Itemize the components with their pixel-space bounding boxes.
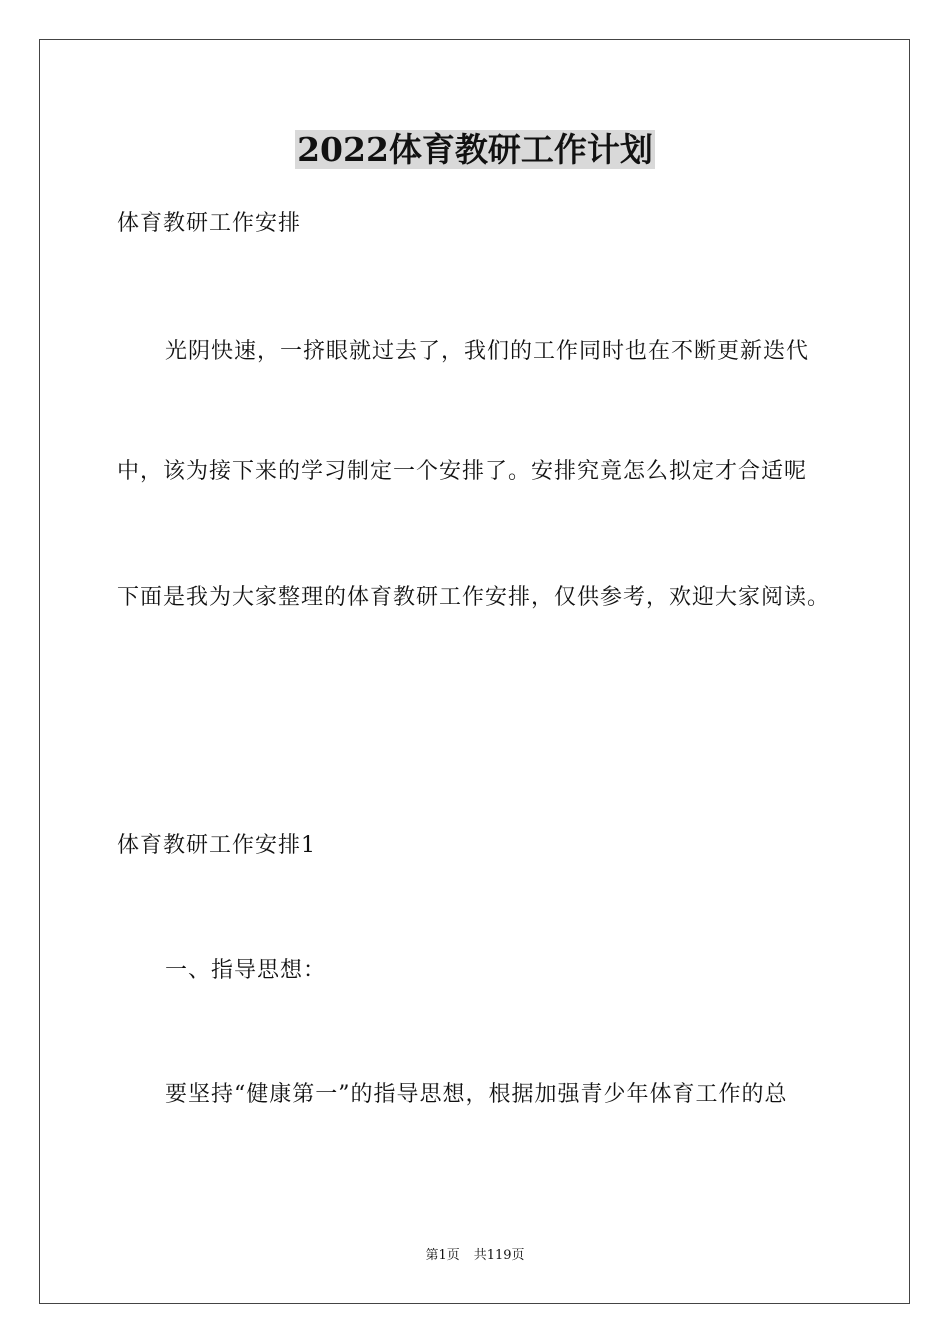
page-footer xyxy=(0,1247,950,1265)
page-number-total: 共119页 xyxy=(473,1248,525,1263)
paragraph-line: 中，该为接下来的学习制定一个安排了。安排究竟怎么拟定才合适呢 xyxy=(117,459,808,484)
paragraph-line: 光阴快速，一挤眼就过去了，我们的工作同时也在不断更新迭代 xyxy=(165,339,810,364)
paragraph-line: 下面是我为大家整理的体育教研工作安排，仅供参考，欢迎大家阅读。 xyxy=(117,585,831,610)
subsection-heading: 一、指导思想： xyxy=(165,958,327,983)
document-title-text: 2022体育教研工作计划 xyxy=(297,130,653,169)
document-title xyxy=(0,128,950,172)
paragraph-line: 要坚持“健康第一”的指导思想，根据加强青少年体育工作的总 xyxy=(165,1082,788,1107)
page-number-current: 第1页 xyxy=(425,1248,460,1263)
section-heading: 体育教研工作安排 xyxy=(117,211,302,236)
section-heading: 体育教研工作安排1 xyxy=(117,833,316,858)
